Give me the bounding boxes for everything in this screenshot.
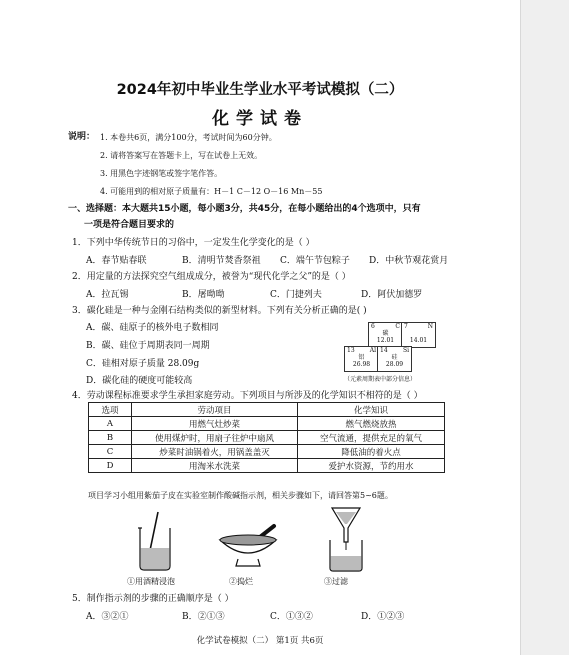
note-item: 3. 用黑色字迹钢笔或签字笔作答。 [100,169,223,178]
table-cell: 空气流通，提供充足的氧气 [298,431,445,445]
option: D．中秋节观花赏月 [369,256,449,266]
atomic-mass: 28.09 [385,361,404,368]
section-heading-cont: 一项是符合题目要求的 [84,220,175,230]
table-row [89,417,445,431]
table-row [89,445,445,459]
viewer-background [520,0,569,655]
context-text: 项目学习小组用紫茄子皮在实验室制作酸碱指示剂，相关步骤如下，请回答第5~6题。 [88,491,393,500]
figure-caption: ①用酒精浸泡 [127,577,175,586]
option: A．拉瓦锡 [86,290,129,300]
section-heading: 一、选择题：本大题共15小题，每小题3分，共45分，在每小题给出的4个选项中，只有 [68,204,421,214]
page-footer: 化学试卷模拟（二） 第1页 共6页 [196,636,324,646]
question-5-stem: 5．制作指示剂的步骤的正确顺序是（ ） [72,594,234,604]
option: C．①③② [270,612,313,622]
table-row [89,459,445,473]
table-header-row [89,403,445,417]
question-1-stem: 1．下列中华传统节日的习俗中，一定发生化学变化的是（ ） [72,238,315,248]
periodic-table-fragment [344,322,434,386]
labor-table [88,402,445,473]
option: A．碳、硅原子的核外电子数相同 [86,323,219,333]
atomic-mass: 12.01 [376,337,395,344]
note-item: 1. 本卷共6页，满分100分，考试时间为60分钟。 [100,133,277,142]
table-cell: 爱护水资源，节约用水 [298,459,445,473]
notes-label: 说明： [68,132,96,142]
subject-title: 化学试卷 [212,109,308,129]
option: C．端午节包粽子 [280,256,350,266]
element-symbol: Al [369,347,376,354]
atomic-number: 6 [371,323,375,330]
table-header: 劳动项目 [132,403,298,417]
table-cell: C [89,445,132,459]
question-3-stem: 3．碳化硅是一种与金刚石结构类似的新型材料。下列有关分析正确的是( ) [72,306,367,316]
element-name: 铝 [358,354,365,361]
note-item: 4. 可能用到的相对原子质量有：H－1 C－12 O－16 Mn－55 [100,187,323,196]
element-aluminum [344,346,379,372]
option: C．硅相对原子质量 28.09g [86,359,200,369]
element-carbon [368,322,403,348]
option: C．门捷列夫 [270,290,322,300]
table-cell: 使用煤炉时，用扇子往炉中扇风 [132,431,298,445]
option: B．清明节焚香祭祖 [182,256,261,266]
option: B．②①③ [182,612,225,622]
beaker-with-rod-figure [130,510,180,572]
table-cell: B [89,431,132,445]
table-header: 选项 [89,403,132,417]
element-symbol: C [395,323,400,330]
table-header: 化学知识 [298,403,445,417]
question-4-stem: 4．劳动课程标准要求学生承担家庭劳动。下列项目与所涉及的化学知识不相符的是（ ） [72,391,423,401]
exam-title: 2024年初中毕业生学业水平考试模拟（二） [116,82,404,98]
atomic-number: 14 [380,347,388,354]
element-silicon [377,346,412,372]
atomic-number: 13 [347,347,355,354]
element-name: 碳 [382,330,389,337]
table-cell: 用燃气灶炒菜 [132,417,298,431]
figure-caption: ②捣烂 [229,577,253,586]
filtration-funnel-figure [324,500,368,572]
table-cell: 降低油的着火点 [298,445,445,459]
table-cell: 炒菜时油锅着火，用锅盖盖灭 [132,445,298,459]
mortar-and-pestle-figure [216,522,280,568]
atomic-mass: 26.98 [352,361,371,368]
element-symbol: Si [402,347,409,354]
option: A．③②① [86,612,129,622]
option: D．阿伏加德罗 [361,290,423,300]
option: B．屠呦呦 [182,290,225,300]
table-cell: D [89,459,132,473]
element-nitrogen [401,322,436,348]
table-cell: 燃气燃烧放热 [298,417,445,431]
option: D．①②③ [361,612,405,622]
element-symbol: N [427,323,433,330]
figure-caption: ③过滤 [324,577,348,586]
table-row [89,431,445,445]
periodic-caption: （元素周期表中部分信息） [344,376,417,383]
table-cell: 用淘米水洗菜 [132,459,298,473]
atomic-mass: 14.01 [409,337,428,344]
table-cell: A [89,417,132,431]
element-name: 硅 [391,354,398,361]
option: B．碳、硅位于周期表同一周期 [86,341,210,351]
note-item: 2. 请将答案写在答题卡上，写在试卷上无效。 [100,151,263,160]
atomic-number: 7 [404,323,408,330]
question-2-stem: 2．用定量的方法探究空气组成成分，被誉为“现代化学之父”的是（ ） [72,272,351,282]
option: A．春节贴春联 [86,256,147,266]
option: D．碳化硅的硬度可能较高 [86,376,193,386]
